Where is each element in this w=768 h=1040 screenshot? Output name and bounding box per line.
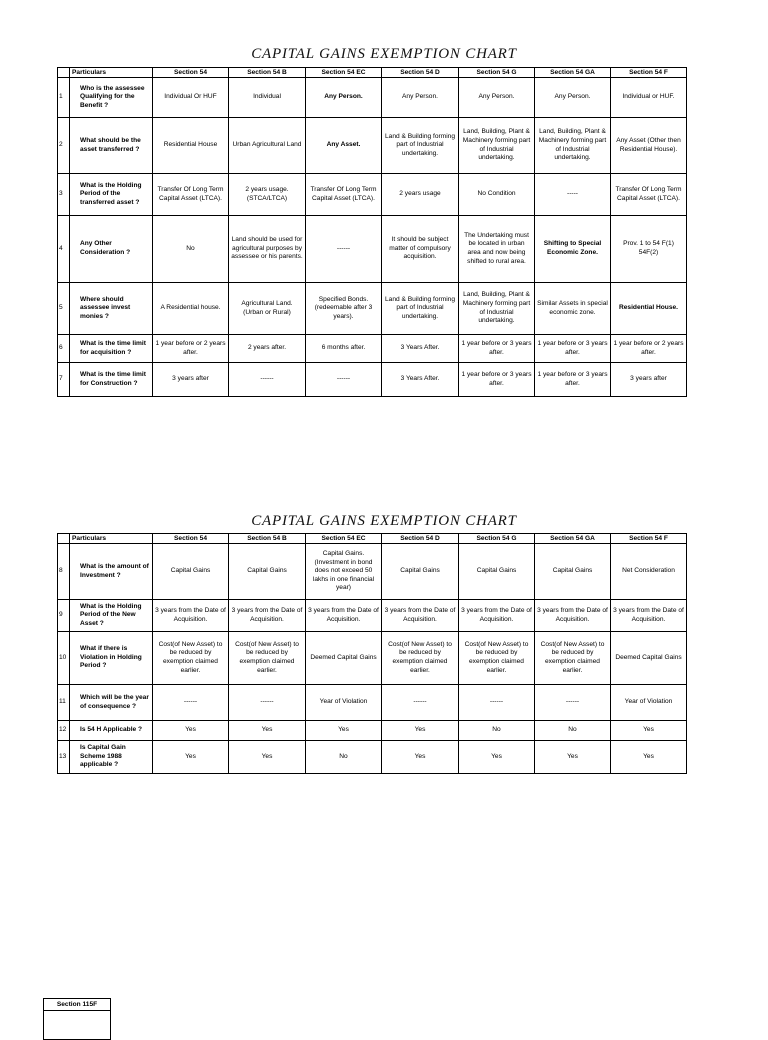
table-cell: Land, Building, Plant & Machinery forming part of Industrial undertaking. [535, 118, 611, 174]
table-cell: 1 year before or 2 years after. [611, 335, 687, 363]
section-115f-label: Section 115F [44, 999, 110, 1011]
table-cell: Yes [611, 741, 687, 774]
table-cell: No Condition [459, 174, 535, 216]
table-cell: Agricultural Land. (Urban or Rural) [229, 283, 306, 335]
table-cell: Capital Gains. (Investment in bond does not exceed 50 lakhs in one financial year) [306, 544, 382, 600]
table-row [58, 174, 687, 216]
table-cell: 3 years from the Date of Acquisition. [306, 600, 382, 632]
header-cell: Section 54 F [611, 68, 687, 78]
table-cell: ------ [229, 685, 306, 721]
row-question: Any Other Consideration ? [70, 216, 153, 283]
header-cell: Section 54 [153, 68, 229, 78]
table-cell: Yes [382, 721, 459, 741]
table-row [58, 335, 687, 363]
row-question: What is the time limit for acquisition ? [70, 335, 153, 363]
table-cell: Yes [535, 741, 611, 774]
table-cell: 3 years after [611, 363, 687, 397]
table-cell: Any Person. [535, 78, 611, 118]
table-cell: 3 years from the Date of Acquisition. [459, 600, 535, 632]
table-cell: Capital Gains [459, 544, 535, 600]
row-number: 2 [58, 118, 70, 174]
row-number: 7 [58, 363, 70, 397]
section-115f-box [43, 998, 111, 1040]
exemption-table-1 [57, 67, 687, 397]
table-row [58, 363, 687, 397]
table-cell: ------ [382, 685, 459, 721]
header-cell: Section 54 EC [306, 534, 382, 544]
header-cell: Section 54 D [382, 534, 459, 544]
table-cell: No [153, 216, 229, 283]
table-cell: ------ [229, 363, 306, 397]
header-cell: Section 54 G [459, 68, 535, 78]
table-cell: Yes [382, 741, 459, 774]
chart-title-1: CAPITAL GAINS EXEMPTION CHART [251, 46, 517, 62]
table-cell: 2 years usage. (STCA/LTCA) [229, 174, 306, 216]
table-row [58, 544, 687, 600]
table-cell: 2 years after. [229, 335, 306, 363]
table-cell: Any Person. [306, 78, 382, 118]
table-cell: 1 year before or 3 years after. [459, 363, 535, 397]
table-cell: Yes [153, 721, 229, 741]
table-cell: The Undertaking must be located in urban area and now being shifted to rural area. [459, 216, 535, 283]
row-number: 12 [58, 721, 70, 741]
row-number: 11 [58, 685, 70, 721]
table-row [58, 78, 687, 118]
row-question: What is the Holding Period of the transferred asset ? [70, 174, 153, 216]
table-cell: 1 year before or 3 years after. [459, 335, 535, 363]
table-cell: Similar Assets in special economic zone. [535, 283, 611, 335]
row-number: 8 [58, 544, 70, 600]
header-row [58, 68, 687, 78]
table-cell: Residential House [153, 118, 229, 174]
table-cell: Prov. 1 to 54 F(1) 54F(2) [611, 216, 687, 283]
table-cell: ------ [306, 216, 382, 283]
table-cell: Net Consideration [611, 544, 687, 600]
table-cell: Transfer Of Long Term Capital Asset (LTCA). [153, 174, 229, 216]
header-cell-blank [58, 534, 70, 544]
header-cell: Section 54 G [459, 534, 535, 544]
header-cell: Section 54 B [229, 534, 306, 544]
table-cell: Yes [306, 721, 382, 741]
table-cell: Individual [229, 78, 306, 118]
row-question: Is 54 H Applicable ? [70, 721, 153, 741]
table-cell: Cost(of New Asset) to be reduced by exemption claimed earlier. [153, 632, 229, 685]
table-row [58, 721, 687, 741]
table-cell: Deemed Capital Gains [306, 632, 382, 685]
table-cell: Cost(of New Asset) to be reduced by exemption claimed earlier. [229, 632, 306, 685]
header-cell: Section 54 GA [535, 534, 611, 544]
row-question: What should be the asset transferred ? [70, 118, 153, 174]
table-cell: Shifting to Special Economic Zone. [535, 216, 611, 283]
table-cell: 2 years usage [382, 174, 459, 216]
table-cell: ------ [153, 685, 229, 721]
table-cell: 1 year before or 3 years after. [535, 363, 611, 397]
table-cell: 3 Years After. [382, 363, 459, 397]
exemption-table-2 [57, 533, 687, 774]
table-cell: Individual Or HUF [153, 78, 229, 118]
table-cell: Land & Building forming part of Industrial undertaking. [382, 118, 459, 174]
table-cell: Year of Violation [306, 685, 382, 721]
table-cell: Individual or HUF. [611, 78, 687, 118]
header-cell: Section 54 F [611, 534, 687, 544]
header-cell: Section 54 EC [306, 68, 382, 78]
table-cell: 1 year before or 2 years after. [153, 335, 229, 363]
table-cell: ------ [306, 363, 382, 397]
row-number: 5 [58, 283, 70, 335]
row-question: What if there is Violation in Holding Period ? [70, 632, 153, 685]
table-cell: 3 years from the Date of Acquisition. [229, 600, 306, 632]
table-cell: ------ [535, 685, 611, 721]
row-question: What is the time limit for Construction ? [70, 363, 153, 397]
table-cell: Yes [611, 721, 687, 741]
row-number: 10 [58, 632, 70, 685]
table-cell: 3 Years After. [382, 335, 459, 363]
table-cell: 3 years from the Date of Acquisition. [611, 600, 687, 632]
row-question: Is Capital Gain Scheme 1988 applicable ? [70, 741, 153, 774]
table-cell: ----- [535, 174, 611, 216]
table-cell: Year of Violation [611, 685, 687, 721]
header-cell: Section 54 D [382, 68, 459, 78]
table-row [58, 741, 687, 774]
table-cell: Land, Building, Plant & Machinery forming part of Industrial undertaking. [459, 283, 535, 335]
table-cell: A Residential house. [153, 283, 229, 335]
row-question: What is the Holding Period of the New Asset ? [70, 600, 153, 632]
table-cell: Any Asset (Other then Residential House). [611, 118, 687, 174]
table-cell: Yes [229, 741, 306, 774]
table-cell: No [306, 741, 382, 774]
table-cell: Yes [153, 741, 229, 774]
row-number: 1 [58, 78, 70, 118]
table-cell: Any Person. [382, 78, 459, 118]
table-cell: Transfer Of Long Term Capital Asset (LTCA). [611, 174, 687, 216]
row-question: Where should assessee invest monies ? [70, 283, 153, 335]
table-row [58, 118, 687, 174]
row-question: Which will be the year of consequence ? [70, 685, 153, 721]
chart-title-2: CAPITAL GAINS EXEMPTION CHART [251, 513, 517, 529]
table-cell: It should be subject matter of compulsory acquisition. [382, 216, 459, 283]
table-cell: Specified Bonds. (redeemable after 3 years). [306, 283, 382, 335]
table-row [58, 685, 687, 721]
table-cell: Residential House. [611, 283, 687, 335]
table-cell: No [459, 721, 535, 741]
row-number: 3 [58, 174, 70, 216]
table-cell: Urban Agricultural Land [229, 118, 306, 174]
table-cell: No [535, 721, 611, 741]
table-row [58, 632, 687, 685]
table-cell: Yes [229, 721, 306, 741]
table-cell: Yes [459, 741, 535, 774]
row-number: 13 [58, 741, 70, 774]
table-cell: 6 months after. [306, 335, 382, 363]
table-row [58, 216, 687, 283]
table-cell: Capital Gains [535, 544, 611, 600]
table-cell: 1 year before or 3 years after. [535, 335, 611, 363]
table-cell: Cost(of New Asset) to be reduced by exemption claimed earlier. [382, 632, 459, 685]
header-cell: Particulars [70, 68, 153, 78]
header-cell-blank [58, 68, 70, 78]
table-cell: ------ [459, 685, 535, 721]
row-number: 4 [58, 216, 70, 283]
table-cell: Land should be used for agricultural purposes by assessee or his parents. [229, 216, 306, 283]
table-cell: 3 years from the Date of Acquisition. [153, 600, 229, 632]
table-row [58, 600, 687, 632]
header-cell: Section 54 GA [535, 68, 611, 78]
table-cell: Any Person. [459, 78, 535, 118]
table-cell: 3 years from the Date of Acquisition. [535, 600, 611, 632]
row-number: 9 [58, 600, 70, 632]
table-cell: Deemed Capital Gains [611, 632, 687, 685]
row-question: Who is the assessee Qualifying for the Benefit ? [70, 78, 153, 118]
row-number: 6 [58, 335, 70, 363]
header-cell: Section 54 B [229, 68, 306, 78]
table-cell: Capital Gains [382, 544, 459, 600]
table-cell: 3 years from the Date of Acquisition. [382, 600, 459, 632]
table-cell: Land & Building forming part of Industrial undertaking. [382, 283, 459, 335]
table-cell: Land, Building, Plant & Machinery forming part of Industrial undertaking. [459, 118, 535, 174]
table-cell: Transfer Of Long Term Capital Asset (LTCA). [306, 174, 382, 216]
table-cell: 3 years after [153, 363, 229, 397]
header-cell: Section 54 [153, 534, 229, 544]
table-cell: Capital Gains [153, 544, 229, 600]
table-row [58, 283, 687, 335]
row-question: What is the amount of Investment ? [70, 544, 153, 600]
header-cell: Particulars [70, 534, 153, 544]
header-row [58, 534, 687, 544]
table-cell: Cost(of New Asset) to be reduced by exemption claimed earlier. [459, 632, 535, 685]
table-cell: Capital Gains [229, 544, 306, 600]
table-cell: Any Asset. [306, 118, 382, 174]
table-cell: Cost(of New Asset) to be reduced by exemption claimed earlier. [535, 632, 611, 685]
